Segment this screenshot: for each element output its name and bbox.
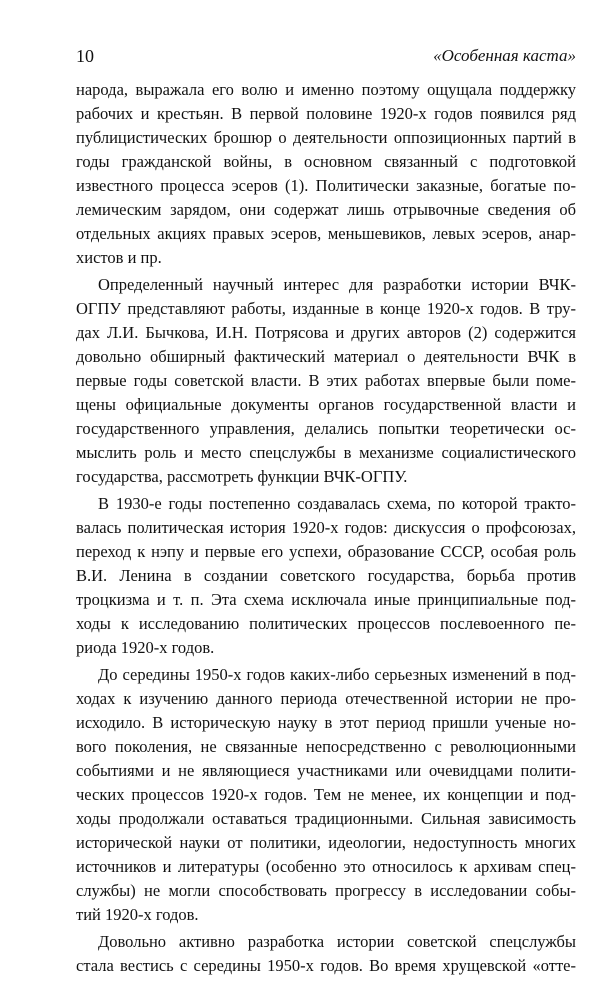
text-line: государства, рассмотреть функции ВЧК-ОГПУ. — [76, 467, 408, 486]
text-line: первые годы советской власти. В этих работах впервые были поме- — [76, 371, 576, 390]
text-line: ческих процессов 1920-х годов. Тем не менее, их концепции и под- — [76, 785, 576, 804]
text-line: мыслить роль и место спецслужбы в механизме социалистического — [76, 443, 576, 462]
text-line: валась политическая история 1920-х годов: дискуссия о профсоюзах, — [76, 518, 576, 537]
text-line: тий 1920-х годов. — [76, 905, 199, 924]
text-line: стала вестись с середины 1950-х годов. Во время хрущевской «отте- — [76, 956, 576, 975]
text-line: государственного управления, делались попытки теоретически ос- — [76, 419, 576, 438]
text-line: риода 1920-х годов. — [76, 638, 215, 657]
text-line: годы гражданской войны, в основном связанный с подготовкой — [76, 152, 576, 171]
text-line: событиями и не являющиеся участниками или очевидцами полити- — [76, 761, 576, 780]
text-line: отдельных акциях правых эсеров, меньшевиков, левых эсеров, анар- — [76, 224, 576, 243]
text-line: ходы к исследованию политических процессов послевоенного пе- — [76, 614, 576, 633]
text-line: народа, выражала его волю и именно поэтому ощущала поддержку — [76, 80, 576, 99]
text-line: ходы продолжали оставаться традиционными. Сильная зависимость — [76, 809, 576, 828]
running-title: «Особенная каста» — [433, 46, 576, 65]
text-line: щены официальные документы органов государственной власти и — [76, 395, 576, 414]
text-line: источников и литературы (особенно это относилось к архивам спец- — [76, 857, 576, 876]
paragraph — [76, 663, 576, 927]
text-line: довольно обширный фактический материал о деятельности ВЧК в — [76, 347, 576, 366]
text-line: публицистических брошюр о деятельности оппозиционных партий в — [76, 128, 576, 147]
text-line: ходах к изучению данного периода отечественной истории не про- — [76, 689, 576, 708]
text-line: Определенный научный интерес для разработки истории ВЧК- — [98, 275, 576, 294]
text-line: ОГПУ представляют работы, изданные в конце 1920-х годов. В тру- — [76, 299, 576, 318]
text-line: хистов и пр. — [76, 248, 162, 267]
text-line: рабочих и крестьян. В первой половине 1920-х годов появился ряд — [76, 104, 576, 123]
text-line: До середины 1950-х годов каких-либо серьезных изменений в под- — [98, 665, 576, 684]
paragraph — [76, 273, 576, 489]
text-line: переход к нэпу и первые его успехи, образование СССР, особая роль — [76, 542, 576, 561]
paragraph — [76, 930, 576, 978]
text-line: В.И. Ленина в создании советского государства, борьба против — [76, 566, 576, 585]
text-line: известного процесса эсеров (1). Политически заказные, богатые по- — [76, 176, 576, 195]
text-line: исходило. В историческую науку в этот период пришли ученые но- — [76, 713, 576, 732]
paragraph — [76, 492, 576, 660]
text-line: службы) не могли способствовать прогрессу в исследовании собы- — [76, 881, 576, 900]
text-line: дах Л.И. Бычкова, И.Н. Потрясова и других авторов (2) содержится — [76, 323, 576, 342]
text-line: троцкизма и т. п. Эта схема исключала иные принципиальные под- — [76, 590, 576, 609]
text-line: В 1930-е годы постепенно создавалась схема, по которой тракто- — [98, 494, 576, 513]
text-body — [76, 78, 576, 981]
page-number: 10 — [76, 46, 94, 66]
text-line: исторической науки от политики, идеологии, недоступность многих — [76, 833, 576, 852]
running-header — [76, 44, 576, 70]
text-line: Довольно активно разработка истории советской спецслужбы — [98, 932, 576, 951]
text-line: лемическим зарядом, они содержат лишь отрывочные сведения об — [76, 200, 576, 219]
text-line: вого поколения, не связанные непосредственно с революционными — [76, 737, 576, 756]
paragraph — [76, 78, 576, 270]
